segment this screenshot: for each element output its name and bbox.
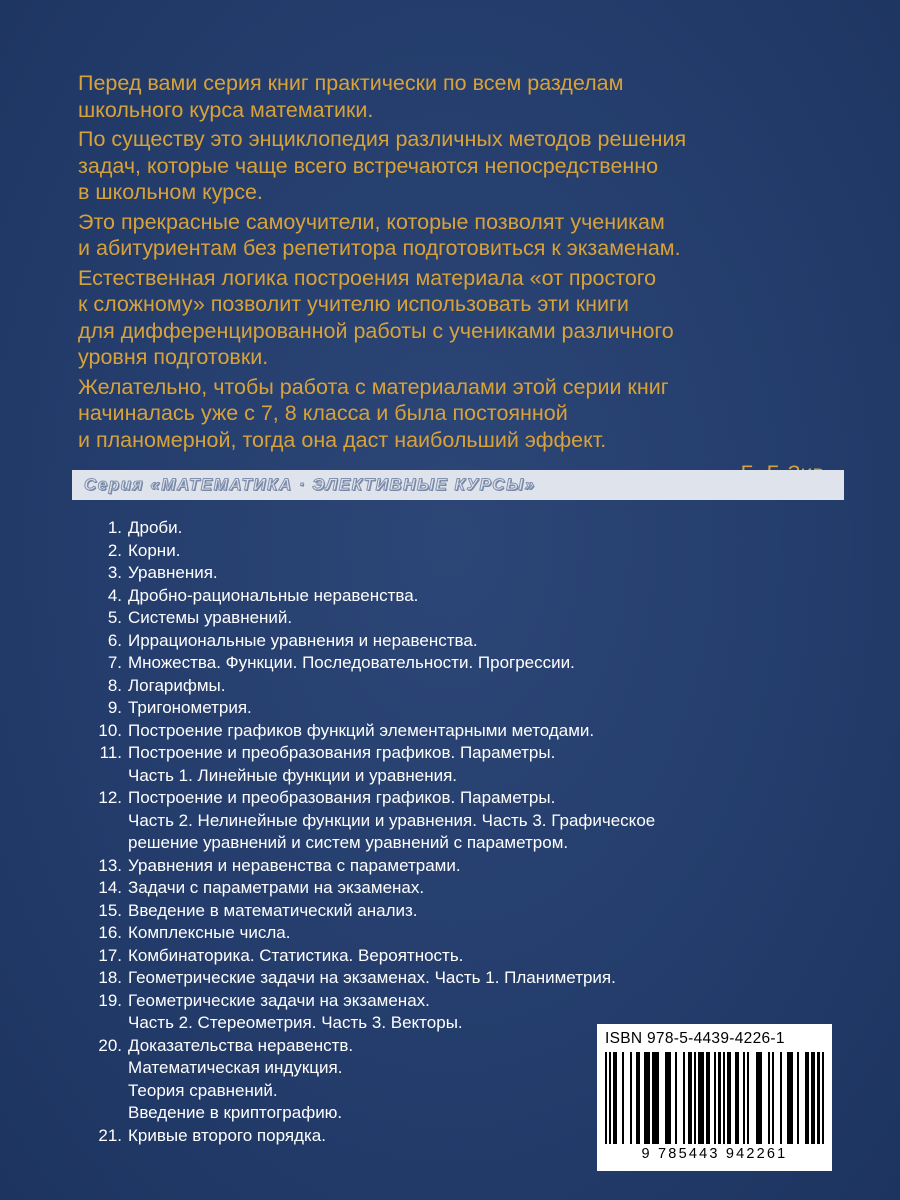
book-list-item xyxy=(76,675,836,698)
intro-line: к сложному» позволит учителю использовать эти книги xyxy=(78,292,629,316)
intro-paragraph xyxy=(78,70,858,123)
barcode-bar xyxy=(822,1052,824,1144)
book-title-line: Тригонометрия. xyxy=(128,698,252,717)
book-list-item xyxy=(76,945,836,968)
intro-line: Это прекрасные самоучители, которые позволят ученикам xyxy=(78,209,665,234)
intro-line: Желательно, чтобы работа с материалами этой серии книг xyxy=(78,374,669,399)
intro-paragraph xyxy=(78,126,858,206)
isbn-barcode-box xyxy=(597,1024,832,1171)
book-title-line: Геометрические задачи на экзаменах. xyxy=(128,990,430,1010)
book-list-item xyxy=(76,607,836,630)
book-title-line: Корни. xyxy=(128,540,181,560)
series-banner xyxy=(72,470,844,500)
book-title-line: Уравнения. xyxy=(128,563,218,582)
barcode-bars xyxy=(605,1052,824,1144)
book-list-item xyxy=(76,585,836,608)
book-title-line: Построение графиков функций элементарными методами. xyxy=(128,720,595,740)
book-title-line: Теория сравнений. xyxy=(128,1080,278,1100)
book-number: 3. xyxy=(107,563,122,582)
ean-digits: 9 785443 942261 xyxy=(641,1146,788,1162)
book-number: 7. xyxy=(107,653,122,672)
book-title-line: Построение и преобразования графиков. Параметры. xyxy=(128,788,556,807)
book-list-item xyxy=(76,562,836,585)
intro-paragraph xyxy=(78,265,858,371)
book-number: 20. xyxy=(98,1035,122,1055)
book-number: 16. xyxy=(98,923,122,942)
book-title-line: Введение в математический анализ. xyxy=(128,900,418,920)
book-title-line: Построение и преобразования графиков. Параметры. xyxy=(128,743,556,762)
intro-line: начиналась уже с 7, 8 класса и была постоянной xyxy=(78,401,568,425)
book-list-item xyxy=(76,855,836,878)
book-number: 5. xyxy=(107,608,122,627)
book-number: 8. xyxy=(107,675,122,695)
intro-paragraph xyxy=(78,374,858,454)
intro-line: задач, которые чаще всего встречаются непосредственно xyxy=(78,153,659,178)
book-list-item xyxy=(76,540,836,563)
book-title-line: Дробно-рациональные неравенства. xyxy=(128,585,419,605)
book-title-line: Логарифмы. xyxy=(128,675,226,695)
book-title-line: Комплексные числа. xyxy=(128,923,291,942)
book-list-item xyxy=(76,742,836,787)
intro-line: Естественная логика построения материала «от простого xyxy=(78,265,657,290)
book-list-item xyxy=(76,877,836,900)
book-list-item xyxy=(76,967,836,990)
series-title: Серия «МАТЕМАТИКА · ЭЛЕКТИВНЫЕ КУРСЫ» xyxy=(84,475,536,494)
book-title-line: решение уравнений и систем уравнений с параметром. xyxy=(128,833,569,852)
book-list-item xyxy=(76,517,836,540)
book-list-item xyxy=(76,922,836,945)
book-title-line: Введение в криптографию. xyxy=(128,1103,343,1122)
book-number: 10. xyxy=(98,720,122,740)
book-number: 2. xyxy=(107,540,122,560)
book-number: 13. xyxy=(98,855,122,875)
intro-line: и планомерной, тогда она даст наибольший эффект. xyxy=(78,427,607,452)
book-number: 11. xyxy=(99,743,122,762)
book-title-line: Иррациональные уравнения и неравенства. xyxy=(128,630,478,650)
book-number: 15. xyxy=(98,900,122,920)
book-title-line: Часть 2. Стереометрия. Часть 3. Векторы. xyxy=(128,1013,463,1032)
book-number: 12. xyxy=(98,788,122,807)
book-list-item xyxy=(76,697,836,720)
book-number: 18. xyxy=(98,968,122,987)
book-title-line: Доказательства неравенств. xyxy=(128,1035,354,1055)
intro-paragraph xyxy=(78,209,858,262)
book-title-line: Часть 1. Линейные функции и уравнения. xyxy=(128,765,458,785)
isbn-number: ISBN 978-5-4439-4226-1 xyxy=(605,1030,785,1047)
book-number: 6. xyxy=(107,630,122,650)
book-number: 21. xyxy=(98,1125,122,1145)
book-title-line: Кривые второго порядка. xyxy=(128,1125,326,1145)
book-list-item xyxy=(76,900,836,923)
book-title-line: Множества. Функции. Последовательности. Прогрессии. xyxy=(128,653,575,672)
book-list-item xyxy=(76,630,836,653)
intro-line: Перед вами серия книг практически по всем разделам xyxy=(78,71,624,95)
book-number: 17. xyxy=(98,945,122,965)
book-list-item xyxy=(76,787,836,855)
intro-line: для дифференцированной работы с учениками различного xyxy=(78,318,674,343)
book-number: 19. xyxy=(98,990,122,1010)
book-title-line: Уравнения и неравенства с параметрами. xyxy=(128,855,461,875)
book-title-line: Системы уравнений. xyxy=(128,608,293,627)
book-title-line: Математическая индукция. xyxy=(128,1058,343,1077)
intro-line: в школьном курсе. xyxy=(78,180,263,204)
intro-line: уровня подготовки. xyxy=(78,345,269,369)
book-list-item xyxy=(76,652,836,675)
book-list-item xyxy=(76,720,836,743)
book-title-line: Геометрические задачи на экзаменах. Часть 1. Планиметрия. xyxy=(128,968,616,987)
intro-text xyxy=(78,70,858,490)
intro-line: и абитуриентам без репетитора подготовиться к экзаменам. xyxy=(78,236,681,260)
book-title-line: Часть 2. Нелинейные функции и уравнения. Часть 3. Графическое xyxy=(128,810,656,830)
book-title-line: Задачи с параметрами на экзаменах. xyxy=(128,878,425,897)
intro-line: школьного курса математики. xyxy=(78,97,374,122)
book-title-line: Дроби. xyxy=(128,518,183,537)
book-number: 1. xyxy=(107,518,122,537)
book-title-line: Комбинаторика. Статистика. Вероятность. xyxy=(128,945,464,965)
intro-line: По существу это энциклопедия различных методов решения xyxy=(78,127,687,151)
book-number: 9. xyxy=(107,698,122,717)
book-number: 14. xyxy=(98,878,122,897)
book-number: 4. xyxy=(107,585,122,605)
